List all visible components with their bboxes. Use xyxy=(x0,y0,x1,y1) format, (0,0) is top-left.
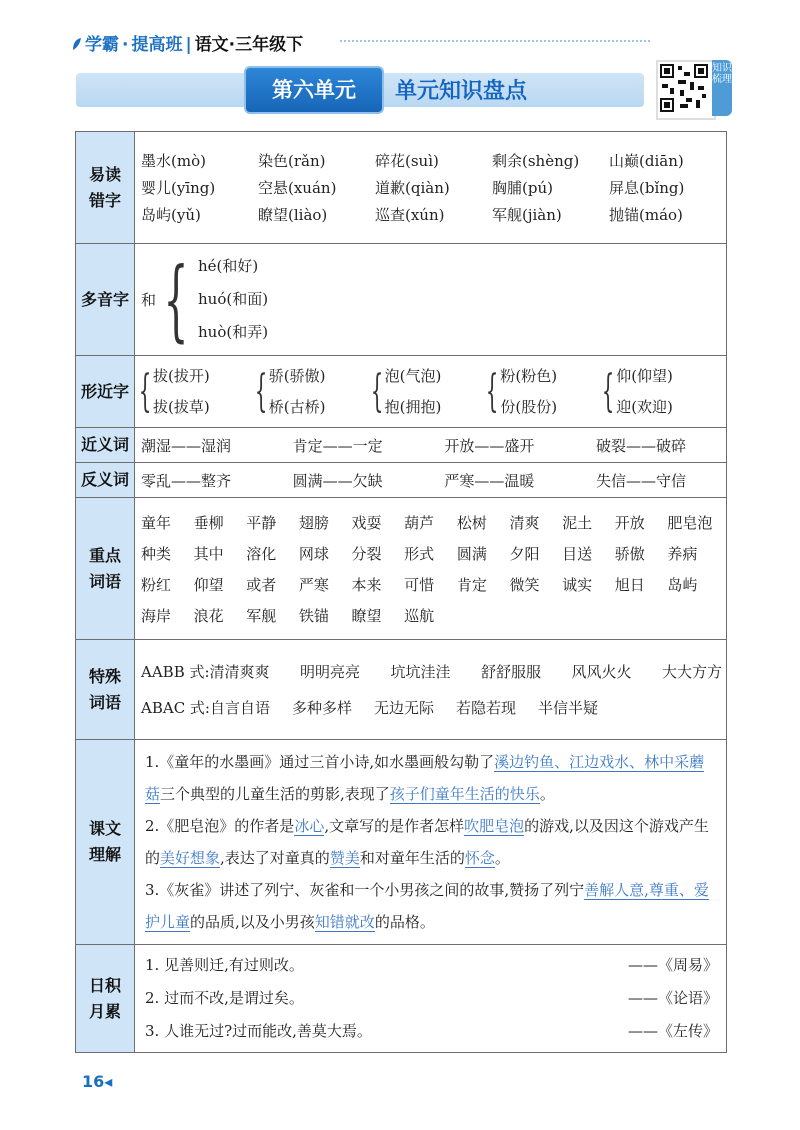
text-segment: ,表达了对童真的 xyxy=(220,849,330,867)
pinyin-word: 瞭望(liào) xyxy=(258,206,328,224)
char-pair xyxy=(370,361,489,423)
key-word: 肯定 xyxy=(456,575,487,594)
special-word: 半信半疑 xyxy=(538,698,599,717)
brace-icon: { xyxy=(138,366,152,417)
key-word: 目送 xyxy=(562,544,593,563)
text-segment: 三个典型的儿童生活的剪影,表现了 xyxy=(160,785,390,803)
key-word: 严寒 xyxy=(298,575,329,594)
reading-item: huó(和面) xyxy=(198,290,269,308)
special-word: 大大方方 xyxy=(661,662,722,681)
special-word: 风风火火 xyxy=(571,662,632,681)
text-segment: 的品质,以及小男孩 xyxy=(190,913,315,931)
text-segment: 2.《肥皂泡》的作者是 xyxy=(145,817,295,835)
similar-char: 拔(拔开) xyxy=(153,366,210,385)
row-jinyi xyxy=(76,428,727,463)
pinyin-word: 剩余(shèng) xyxy=(492,152,580,170)
key-word: 微笑 xyxy=(509,575,540,594)
kewen-item-3 xyxy=(145,874,718,938)
word-pair: 失信——守信 xyxy=(595,471,686,490)
brand-edition: 提高班 xyxy=(131,35,183,55)
brace-icon: { xyxy=(163,247,189,351)
key-word: 骄傲 xyxy=(614,544,645,563)
proverb-text: 3. 人谁无过?过而能改,善莫大焉。 xyxy=(145,1022,372,1040)
riji-list xyxy=(135,949,726,1048)
char-pair xyxy=(601,361,720,423)
key-word: 其中 xyxy=(193,544,224,563)
special-word: AABB 式:清清爽爽 xyxy=(141,662,270,681)
key-word: 网球 xyxy=(298,544,329,563)
brand-separator: · xyxy=(122,35,129,55)
header-divider: | xyxy=(185,35,192,55)
key-word: 或者 xyxy=(246,575,277,594)
brace-icon: { xyxy=(486,366,499,417)
word-pair: 潮湿——湿润 xyxy=(141,436,232,455)
polyphone-char: 和 xyxy=(141,291,157,309)
series-brand xyxy=(72,30,303,55)
key-word: 铁锚 xyxy=(298,606,329,625)
similar-char: 份(股份) xyxy=(500,397,558,416)
similar-char: 抱(拥抱) xyxy=(384,397,442,416)
text-segment: 1.《童年的水墨画》通过三首小诗,如水墨画般勾勒了 xyxy=(145,753,495,771)
key-word: 仰望 xyxy=(193,575,224,594)
pinyin-word: 山巅(diān) xyxy=(609,152,684,170)
special-word: ABAC 式:自言自语 xyxy=(141,698,270,717)
proverb-text: 2. 过而不改,是谓过矣。 xyxy=(145,989,304,1007)
page-header xyxy=(0,0,800,55)
unit-badge: 第六单元 xyxy=(244,66,384,114)
key-word: 诚实 xyxy=(562,575,593,594)
word-pair: 开放——盛开 xyxy=(444,436,535,455)
proverb-line xyxy=(135,1015,726,1048)
label-duoyin: 多音字 xyxy=(76,244,135,356)
knowledge-table xyxy=(75,131,727,1053)
jinyi-list xyxy=(135,435,726,456)
special-word: 无边无际 xyxy=(374,698,435,717)
special-word: 舒舒服服 xyxy=(480,662,541,681)
page-number: 16◂ xyxy=(82,1072,113,1091)
subject-grade: 语文·三年级下 xyxy=(194,35,304,55)
key-word: 戏耍 xyxy=(351,513,382,532)
row-riji xyxy=(76,945,727,1053)
key-word: 种类 xyxy=(141,544,172,563)
key-word: 圆满 xyxy=(456,544,487,563)
pinyin-word: 岛屿(yǔ) xyxy=(141,206,201,224)
answer-blank: 赞美 xyxy=(329,849,360,867)
key-word: 垂柳 xyxy=(193,513,224,532)
row-yidu xyxy=(76,132,727,244)
kewen-item-2 xyxy=(145,810,718,874)
row-zhongdian xyxy=(76,498,727,640)
key-word: 军舰 xyxy=(246,606,277,625)
word-pair: 零乱——整齐 xyxy=(141,471,232,490)
label-riji: 日积 月累 xyxy=(76,945,135,1053)
similar-char: 拔(拔草) xyxy=(153,397,210,416)
special-word: 若隐若现 xyxy=(456,698,517,717)
label-jinyi: 近义词 xyxy=(76,428,135,463)
key-word: 肥皂泡 xyxy=(667,513,713,532)
reading-item: hé(和好) xyxy=(198,257,259,275)
header-dotted-line xyxy=(340,40,650,42)
label-teshu: 特殊 词语 xyxy=(76,640,135,740)
pinyin-word: 屏息(bǐng) xyxy=(609,179,685,197)
key-word: 清爽 xyxy=(509,513,540,532)
similar-char: 泡(气泡) xyxy=(384,366,442,385)
zhongdian-grid xyxy=(135,508,726,630)
char-pair xyxy=(488,361,604,423)
key-word: 开放 xyxy=(614,513,645,532)
key-word: 翅膀 xyxy=(298,513,329,532)
key-word: 粉红 xyxy=(141,575,172,594)
label-fanyi: 反义词 xyxy=(76,463,135,498)
proverb-source: ——《论语》 xyxy=(627,989,718,1007)
key-word: 分裂 xyxy=(351,544,382,563)
brace-icon: { xyxy=(370,366,383,417)
answer-blank: 冰心 xyxy=(294,817,325,835)
row-fanyi xyxy=(76,463,727,498)
word-pair: 破裂——破碎 xyxy=(595,436,686,455)
qr-code-icon[interactable] xyxy=(656,60,716,120)
key-word: 形式 xyxy=(404,544,435,563)
special-word: 坑坑洼洼 xyxy=(390,662,451,681)
key-word: 葫芦 xyxy=(404,513,435,532)
key-word: 旭日 xyxy=(614,575,645,594)
abac-line xyxy=(135,690,726,726)
row-xingjin xyxy=(76,356,727,428)
pinyin-word: 婴儿(yīng) xyxy=(141,179,216,197)
row-duoyin xyxy=(76,244,727,356)
text-segment: 。 xyxy=(539,785,555,803)
pinyin-word: 胸脯(pú) xyxy=(492,179,553,197)
brace-icon: { xyxy=(254,366,268,417)
yidu-grid xyxy=(135,146,726,229)
answer-blank: 知错就改 xyxy=(314,913,375,931)
char-pair xyxy=(138,361,257,423)
text-segment: 。 xyxy=(494,849,510,867)
key-word: 岛屿 xyxy=(667,575,698,594)
proverb-source: ——《周易》 xyxy=(627,956,718,974)
key-word: 瞭望 xyxy=(351,606,382,625)
key-word: 泥土 xyxy=(562,513,593,532)
row-kewen xyxy=(76,740,727,945)
text-segment: 和对童年生活的 xyxy=(359,849,465,867)
char-pair xyxy=(254,361,373,423)
special-word: 明明亮亮 xyxy=(300,662,361,681)
text-segment: 3.《灰雀》讲述了列宁、灰雀和一个小男孩之间的故事,赞扬了列宁 xyxy=(145,881,585,899)
similar-char: 粉(粉色) xyxy=(500,366,558,385)
pinyin-word: 墨水(mò) xyxy=(141,152,206,170)
knowledge-tab[interactable]: 知识梳理 xyxy=(712,60,732,116)
reading-item: huò(和弄) xyxy=(198,323,269,341)
answer-blank: 善解人意,尊重、爱护儿童 xyxy=(145,881,709,931)
key-word: 溶化 xyxy=(246,544,277,563)
similar-char: 骄(骄傲) xyxy=(268,366,326,385)
similar-char: 迎(欢迎) xyxy=(616,397,673,416)
kewen-item-1 xyxy=(145,746,718,810)
label-xingjin: 形近字 xyxy=(76,356,135,428)
xingjin-grid xyxy=(135,361,726,423)
proverb-source: ——《左传》 xyxy=(627,1022,718,1040)
key-word: 可惜 xyxy=(404,575,435,594)
text-segment: 的品格。 xyxy=(374,913,435,931)
key-word: 本来 xyxy=(351,575,382,594)
similar-char: 桥(古桥) xyxy=(268,397,326,416)
similar-char: 仰(仰望) xyxy=(616,366,673,385)
proverb-line xyxy=(135,982,726,1015)
key-word: 巡航 xyxy=(404,606,435,625)
answer-blank: 怀念 xyxy=(464,849,495,867)
answer-blank: 美好想象 xyxy=(160,849,221,867)
pinyin-word: 巡查(xún) xyxy=(375,206,445,224)
text-segment: ,文章写的是作者怎样 xyxy=(324,817,465,835)
answer-blank: 溪边钓鱼、江边戏水、林中采蘑菇 xyxy=(145,753,705,803)
leaf-icon xyxy=(72,37,82,51)
aabb-line xyxy=(135,654,726,690)
word-pair: 严寒——温暖 xyxy=(444,471,535,490)
key-word: 养病 xyxy=(667,544,698,563)
proverb-text: 1. 见善则迁,有过则改。 xyxy=(145,956,304,974)
brand-name: 学霸 xyxy=(85,35,119,55)
row-teshu xyxy=(76,640,727,740)
key-word: 童年 xyxy=(141,513,172,532)
label-yidu: 易读 错字 xyxy=(76,132,135,244)
word-pair: 肯定——一定 xyxy=(292,436,383,455)
fanyi-list xyxy=(135,470,726,491)
page-title: 单元知识盘点 xyxy=(395,79,528,104)
pinyin-word: 军舰(jiàn) xyxy=(492,206,562,224)
pinyin-word: 空悬(xuán) xyxy=(258,179,337,197)
answer-blank: 孩子们童年生活的快乐 xyxy=(389,785,540,803)
word-pair: 圆满——欠缺 xyxy=(292,471,383,490)
key-word: 平静 xyxy=(246,513,277,532)
key-word: 海岸 xyxy=(141,606,172,625)
kewen-text xyxy=(135,742,726,942)
pinyin-word: 碎花(suì) xyxy=(375,152,439,170)
key-word: 浪花 xyxy=(193,606,224,625)
pinyin-word: 道歉(qiàn) xyxy=(375,179,450,197)
label-kewen: 课文 理解 xyxy=(76,740,135,945)
qr-pattern xyxy=(658,62,710,114)
text-segment: 的游戏,以及因这个游戏产生的 xyxy=(145,817,709,867)
brace-icon: { xyxy=(601,366,615,417)
key-word: 夕阳 xyxy=(509,544,540,563)
key-word: 松树 xyxy=(456,513,487,532)
pinyin-word: 抛锚(máo) xyxy=(609,206,683,224)
pinyin-word: 染色(rǎn) xyxy=(258,152,326,170)
answer-blank: 吹肥皂泡 xyxy=(464,817,525,835)
label-zhongdian: 重点 词语 xyxy=(76,498,135,640)
proverb-line xyxy=(135,949,726,982)
special-word: 多种多样 xyxy=(292,698,353,717)
